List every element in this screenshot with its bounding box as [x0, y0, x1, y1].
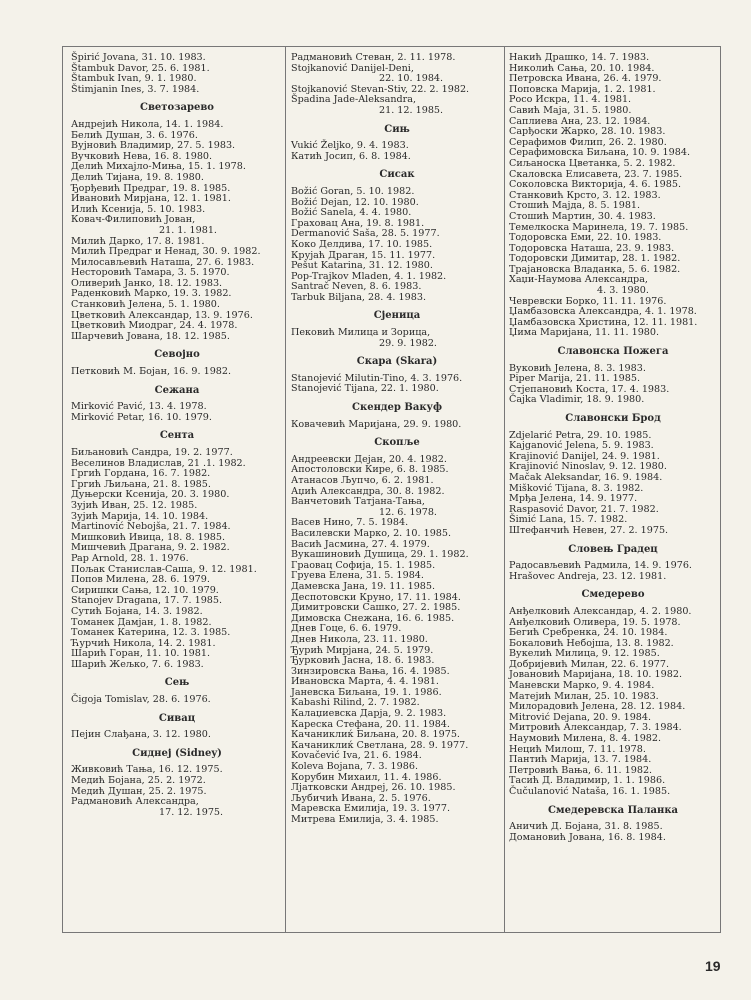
list-entry: Štambuk Ivan, 9. 1. 1980.	[71, 73, 197, 85]
list-entry: Анђелковић Александар, 4. 2. 1980.	[509, 605, 692, 617]
list-entry: Трајановска Владанка, 5. 6. 1982.	[509, 263, 681, 275]
list-entry: Нецић Милош, 7. 11. 1978.	[509, 743, 646, 755]
list-entry: Апостоловски Кире, 6. 8. 1985.	[291, 464, 449, 476]
section-heading: Скопље	[374, 437, 420, 449]
list-entry: Серафимовска Биљана, 10. 9. 1984.	[509, 147, 691, 159]
section-heading: Светозарево	[140, 102, 214, 114]
section-heading: Сењ	[164, 677, 190, 689]
list-entry: Вујновић Владимир, 27. 5. 1983.	[71, 140, 236, 152]
list-entry: Martinović Nebojša, 21. 7. 1984.	[71, 521, 231, 533]
list-entry: Станковић Крсто, 3. 12. 1983.	[509, 189, 661, 201]
list-entry: Бегић Сребренка, 24. 10. 1984.	[509, 627, 668, 639]
list-entry: Петровић Вања, 6. 11. 1982.	[509, 764, 653, 776]
list-entry: Стошић Мартин, 30. 4. 1983.	[509, 210, 656, 222]
list-entry: Цветковић Александар, 13. 9. 1976.	[71, 309, 253, 321]
list-entry: Василевски Марко, 2. 10. 1985.	[291, 527, 452, 539]
list-entry: Матејић Милан, 25. 10. 1983.	[509, 690, 659, 702]
list-entry: Štambuk Davor, 25. 6. 1981.	[71, 62, 210, 74]
list-entry: Маревска Емилија, 19. 3. 1977.	[291, 803, 451, 815]
list-entry: Хаџи-Наумова Александра,	[509, 274, 648, 286]
list-entry: Медић Душан, 25. 2. 1975.	[71, 785, 207, 797]
list-entry: Ђурковић Јасна, 18. 6. 1983.	[291, 655, 435, 667]
list-entry: Андрејић Никола, 14. 1. 1984.	[71, 118, 224, 130]
list-entry: Соколовска Викторија, 4. 6. 1985.	[509, 179, 682, 191]
page-frame	[62, 46, 721, 933]
section-heading: Сивац	[158, 712, 196, 724]
list-entry: Мрђа Јелена, 14. 9. 1977.	[509, 493, 638, 505]
list-entry: Božić Sanela, 4. 4. 1980.	[291, 207, 412, 219]
section-heading: Скара (Skara)	[356, 356, 438, 368]
section-heading: Сиднеј (Sidney)	[132, 747, 222, 759]
list-entry: Митровић Александар, 7. 3. 1984.	[509, 722, 682, 734]
list-entry: Васић Јасмина, 27. 4. 1979.	[291, 538, 430, 550]
list-entry: Стјепановић Коста, 17. 4. 1983.	[509, 383, 670, 395]
list-entry: Mačak Aleksandar, 16. 9. 1984.	[509, 471, 663, 483]
list-entry: Тодоровска Наташа, 23. 9. 1983.	[509, 242, 675, 254]
list-entry: Лјатковски Андреј, 26. 10. 1985.	[291, 782, 456, 794]
list-entry: Атанасов Љупчо, 6. 2. 1981.	[291, 475, 434, 486]
list-entry: Pešut Katarina, 31. 12. 1980.	[291, 260, 433, 272]
list-entry: Stanojević Milutin-Tino, 4. 3. 1976.	[291, 372, 463, 384]
list-entry: Ковач-Филиповић Јован,	[71, 214, 196, 226]
list-entry: Раденковић Марко, 19. 3. 1982.	[71, 288, 232, 300]
list-entry: 21. 12. 1985.	[379, 104, 444, 116]
list-entry: Тодоровски Димитар, 28. 1. 1982.	[509, 253, 681, 265]
list-entry: 4. 3. 1980.	[597, 285, 649, 297]
list-entry: 21. 1. 1981.	[159, 224, 217, 236]
list-entry: Љубичић Ивана, 2. 5. 1976.	[291, 792, 431, 804]
list-entry: Николић Сања, 20. 10. 1984.	[509, 62, 655, 74]
list-entry: Stanojev Dragana, 17. 7. 1985.	[71, 595, 223, 607]
list-entry: Kovačević Iva, 21. 6. 1984.	[291, 750, 422, 762]
list-entry: Božić Dejan, 12. 10. 1980.	[291, 196, 419, 208]
section-heading: Славонски Брод	[565, 413, 661, 424]
list-entry: Станковић Јелена, 5. 1. 1980.	[71, 299, 220, 311]
section-heading: Сента	[159, 430, 195, 442]
list-entry: Зинзировска Вања, 16. 4. 1985.	[291, 665, 450, 677]
list-entry: Анђелковић Оливера, 19. 5. 1978.	[509, 616, 681, 628]
list-entry: Петровска Ивана, 26. 4. 1979.	[509, 73, 662, 85]
list-entry: Росо Искра, 11. 4. 1981.	[509, 94, 632, 106]
list-entry: Сутић Бојана, 14. 3. 1982.	[71, 605, 203, 617]
list-entry: Koleva Bojana, 7. 3. 1986.	[291, 761, 419, 773]
list-entry: Скаловска Елисавета, 23. 7. 1985.	[509, 168, 683, 180]
list-entry: Hrašovec Andreja, 23. 12. 1981.	[509, 570, 667, 582]
list-entry: Томанек Катерина, 12. 3. 1985.	[71, 627, 231, 639]
list-entry: Серафимов Филип, 26. 2. 1980.	[509, 136, 667, 148]
list-entry: Štimjanin Ines, 3. 7. 1984.	[71, 83, 200, 95]
list-entry: Јовановић Маријана, 18. 10. 1982.	[509, 669, 683, 681]
list-entry: Кареска Стефана, 20. 11. 1984.	[291, 718, 450, 730]
list-entry: Андреевски Дејан, 20. 4. 1982.	[291, 453, 447, 465]
list-entry: Радмановић Стеван, 2. 11. 1978.	[291, 52, 456, 63]
list-entry: Пољак Станислав-Саша, 9. 12. 1981.	[71, 563, 257, 575]
section-heading: Сежана	[154, 384, 200, 396]
list-entry: Тасић Д. Владимир, 1. 1. 1986.	[509, 775, 666, 787]
list-entry: Гргић Гордана, 16. 7. 1982.	[71, 468, 211, 480]
list-entry: Груева Елена, 31. 5. 1984.	[291, 570, 424, 582]
list-entry: Џамбазовска Александра, 4. 1. 1978.	[509, 306, 697, 318]
list-entry: Аничић Д. Бојана, 31. 8. 1985.	[509, 821, 663, 833]
list-entry: Сиљаноска Цветанка, 5. 2. 1982.	[509, 157, 676, 169]
list-entry: Пековић Милица и Зорица,	[291, 327, 431, 339]
list-entry: Krajinović Danijel, 24. 9. 1981.	[509, 450, 660, 462]
section-heading: Сињ	[384, 123, 410, 135]
section-heading: Скендер Вакуф	[352, 402, 442, 414]
list-entry: 17. 12. 1975.	[159, 806, 224, 818]
section-heading: Смедерево	[581, 589, 645, 601]
list-entry: Вучковић Нева, 16. 8. 1980.	[71, 150, 213, 162]
list-entry: Васев Нино, 7. 5. 1984.	[291, 517, 409, 529]
list-entry: Kajganović Jelena, 5. 9. 1983.	[509, 440, 654, 452]
page-number: 19	[705, 958, 721, 974]
section-heading: Словењ Градец	[568, 543, 658, 555]
list-entry: Милић Предраг и Ненад, 30. 9. 1982.	[71, 246, 261, 258]
list-entry: Stojkanović Stevan-Stiv, 22. 2. 1982.	[291, 83, 470, 95]
list-entry: Mirković Pavić, 13. 4. 1978.	[71, 401, 207, 413]
list-entry: Бокаловић Небојша, 13. 8. 1982.	[509, 637, 674, 649]
column-divider	[285, 47, 286, 932]
list-entry: Димовска Снежана, 16. 6. 1985.	[291, 612, 455, 624]
list-entry: Пантић Марија, 13. 7. 1984.	[509, 754, 652, 766]
list-entry: Stojkanović Danijel-Deni,	[291, 62, 414, 74]
list-entry: Čigoja Tomislav, 28. 6. 1976.	[71, 694, 211, 706]
list-entry: Качаниклиќ Биљана, 20. 8. 1975.	[291, 729, 460, 741]
list-entry: Аџић Александра, 30. 8. 1982.	[291, 485, 445, 497]
list-entry: Пејин Слађана, 3. 12. 1980.	[71, 729, 211, 741]
list-entry: Ивановић Мирјана, 12. 1. 1981.	[71, 193, 231, 205]
list-entry: Dermanović Saša, 28. 5. 1977.	[291, 228, 440, 240]
list-entry: Сарђоски Жарко, 28. 10. 1983.	[509, 126, 666, 138]
list-entry: Šimić Lana, 15. 7. 1982.	[509, 514, 628, 526]
list-entry: Вуковић Јелена, 8. 3. 1983.	[509, 362, 646, 374]
list-entry: Mišković Tijana, 8. 3. 1982.	[509, 482, 644, 494]
list-entry: Mirković Petar, 16. 10. 1979.	[71, 411, 212, 423]
list-entry: Špadina Jade-Aleksandra,	[291, 94, 417, 106]
list-entry: Оливерић Јанко, 18. 12. 1983.	[71, 277, 223, 289]
list-entry: Шарчевић Јована, 18. 12. 1985.	[71, 330, 230, 342]
section-heading: Славонска Пожега	[557, 346, 669, 358]
list-entry: Калаџиевска Дарја, 9. 2. 1983.	[291, 708, 447, 720]
list-entry: Цветковић Миодраг, 24. 4. 1978.	[71, 320, 238, 332]
list-entry: Čučulanović Nataša, 16. 1. 1985.	[509, 786, 671, 797]
list-entry: Днев Гоце, 6. 6. 1979.	[291, 623, 402, 635]
list-entry: Маневски Марко, 9. 4. 1984.	[509, 680, 655, 692]
column-3	[509, 53, 717, 843]
list-entry: Čajka Vladimir, 18. 9. 1980.	[509, 394, 645, 406]
list-entry: Наумовић Милена, 8. 4. 1982.	[509, 733, 662, 745]
list-entry: Катић Јосип, 6. 8. 1984.	[291, 150, 411, 162]
list-entry: Ћурчић Никола, 14. 2. 1981.	[71, 637, 216, 649]
column-divider	[504, 47, 505, 932]
list-entry: Сиришки Сања, 12. 10. 1979.	[71, 584, 219, 596]
list-entry: Ванчетовић Татјана-Тања,	[291, 496, 425, 508]
list-entry: Santrač Neven, 8. 6. 1983.	[291, 281, 422, 293]
list-entry: Шарић Жељко, 7. 6. 1983.	[71, 658, 204, 670]
list-entry: Радосављевић Радмила, 14. 9. 1976.	[509, 560, 692, 572]
list-entry: Ковачевић Маријана, 29. 9. 1980.	[291, 418, 462, 430]
list-entry: Саплиева Ана, 23. 12. 1984.	[509, 115, 651, 127]
list-entry: Радмановић Александра,	[71, 796, 199, 808]
list-entry: Дамевска Јана, 19. 11. 1985.	[291, 580, 436, 592]
list-entry: Božić Goran, 5. 10. 1982.	[291, 185, 415, 197]
section-heading: Севојно	[154, 349, 200, 361]
list-entry: Коко Делдива, 17. 10. 1985.	[291, 238, 433, 250]
column-1	[71, 53, 283, 818]
list-entry: Raspasović Davor, 21. 7. 1982.	[509, 503, 659, 515]
list-entry: Делић Михајло-Миња, 15. 1. 1978.	[71, 161, 246, 173]
list-entry: Добријевић Милан, 22. 6. 1977.	[509, 658, 670, 670]
list-entry: Pop-Trajkov Mladen, 4. 1. 1982.	[291, 270, 447, 282]
list-entry: Деспотовски Круно, 17. 11. 1984.	[291, 591, 461, 603]
list-entry: Поповска Марија, 1. 2. 1981.	[509, 83, 656, 95]
list-entry: Mitrović Dejana, 20. 9. 1984.	[509, 711, 652, 723]
list-entry: Стошић Мајда, 8. 5. 1981.	[509, 200, 641, 212]
list-entry: 12. 6. 1978.	[379, 506, 437, 518]
list-entry: Kabashi Rilind, 2. 7. 1982.	[291, 697, 420, 709]
list-entry: Живковић Тања, 16. 12. 1975.	[71, 764, 223, 776]
list-entry: Корубин Михаил, 11. 4. 1986.	[291, 771, 442, 783]
list-entry: Tarbuk Biljana, 28. 4. 1983.	[291, 291, 426, 303]
list-entry: Веселинов Владислав, 21 .1. 1982.	[71, 457, 246, 469]
list-entry: Днев Никола, 23. 11. 1980.	[291, 633, 428, 645]
list-entry: Мишковић Ивица, 18. 8. 1985.	[71, 531, 226, 543]
list-entry: Милорадовић Јелена, 28. 12. 1984.	[509, 701, 686, 713]
list-entry: Зујић Иван, 25. 12. 1985.	[71, 499, 198, 511]
list-entry: Pap Arnold, 28. 1. 1976.	[71, 552, 189, 564]
list-entry: Темелкоска Маринела, 19. 7. 1985.	[509, 221, 689, 233]
list-entry: 22. 10. 1984.	[379, 73, 444, 85]
list-entry: Димитровски Сашко, 27. 2. 1985.	[291, 602, 461, 614]
list-entry: Џамбазовска Христина, 12. 11. 1981.	[509, 316, 698, 328]
list-entry: Krajinović Ninoslav, 9. 12. 1980.	[509, 461, 667, 473]
list-entry: Делић Тијана, 19. 8. 1980.	[71, 171, 204, 183]
list-entry: Белић Душан, 3. 6. 1976.	[71, 129, 198, 141]
list-entry: Ивановска Марта, 4. 4. 1981.	[291, 676, 439, 688]
list-entry: Медић Бојана, 25. 2. 1972.	[71, 775, 206, 787]
list-entry: Несторовић Тамара, 3. 5. 1970.	[71, 267, 230, 279]
list-entry: Граовац Софија, 15. 1. 1985.	[291, 559, 436, 571]
list-entry: Качаниклиќ Светлана, 28. 9. 1977.	[291, 739, 469, 751]
list-entry: Чевревски Борко, 11. 11. 1976.	[509, 295, 667, 307]
list-entry: Тодоровска Еми, 22. 10. 1983.	[509, 232, 662, 244]
list-entry: Шарић Горан, 11. 10. 1981.	[71, 648, 210, 660]
list-entry: Попов Милена, 28. 6. 1979.	[71, 574, 210, 586]
list-entry: 29. 9. 1982.	[379, 337, 437, 349]
list-entry: Милосављевић Наташа, 27. 6. 1983.	[71, 256, 255, 268]
list-entry: Stanojević Tijana, 22. 1. 1980.	[291, 383, 439, 395]
list-entry: Piper Marija, 21. 11. 1985.	[509, 373, 641, 385]
list-entry: Штефанчић Невен, 27. 2. 1975.	[509, 524, 669, 536]
section-heading: Смедеревска Паланка	[547, 804, 679, 816]
list-entry: Крујаћ Драган, 15. 11. 1977.	[291, 249, 436, 261]
list-entry: Илић Ксенија, 5. 10. 1983.	[71, 203, 206, 215]
list-entry: Вукашиновић Душица, 29. 1. 1982.	[291, 549, 469, 561]
section-heading: Сјеница	[373, 310, 421, 322]
list-entry: Граховац Ана, 19. 8. 1981.	[291, 217, 425, 229]
list-entry: Vukić Željko, 9. 4. 1983.	[291, 140, 409, 152]
list-entry: Накић Драшко, 14. 7. 1983.	[509, 52, 650, 63]
list-entry: Ђурић Мирјана, 24. 5. 1979.	[291, 644, 434, 656]
list-entry: Петковић М. Бојан, 16. 9. 1982.	[71, 366, 232, 378]
list-entry: Савић Маја, 31. 5. 1980.	[509, 104, 632, 116]
section-heading: Сисак	[379, 169, 415, 181]
list-entry: Томанек Дамјан, 1. 8. 1982.	[71, 616, 212, 628]
list-entry: Zdjelarić Petra, 29. 10. 1985.	[509, 429, 652, 441]
list-entry: Милић Дарко, 17. 8. 1981.	[71, 235, 205, 247]
list-entry: Џима Маријана, 11. 11. 1980.	[509, 327, 660, 339]
list-entry: Домановић Јована, 16. 8. 1984.	[509, 831, 666, 843]
list-entry: Митрева Емилија, 3. 4. 1985.	[291, 814, 439, 825]
list-entry: Гргић Љиљана, 21. 8. 1985.	[71, 478, 211, 490]
list-entry: Вукелић Милица, 9. 12. 1985.	[509, 648, 660, 660]
list-entry: Špirić Jovana, 31. 10. 1983.	[71, 52, 206, 63]
list-entry: Мишчевић Драгана, 9. 2. 1982.	[71, 542, 230, 554]
column-2	[291, 53, 503, 826]
list-entry: Јаневска Биљана, 19. 1. 1986.	[291, 686, 442, 698]
list-entry: Зујић Марија, 14. 10. 1984.	[71, 510, 209, 522]
list-entry: Ђорђевић Предраг, 19. 8. 1985.	[71, 182, 231, 194]
list-entry: Биљановић Сандра, 19. 2. 1977.	[71, 447, 233, 458]
list-entry: Дуњерски Ксенија, 20. 3. 1980.	[71, 489, 230, 501]
